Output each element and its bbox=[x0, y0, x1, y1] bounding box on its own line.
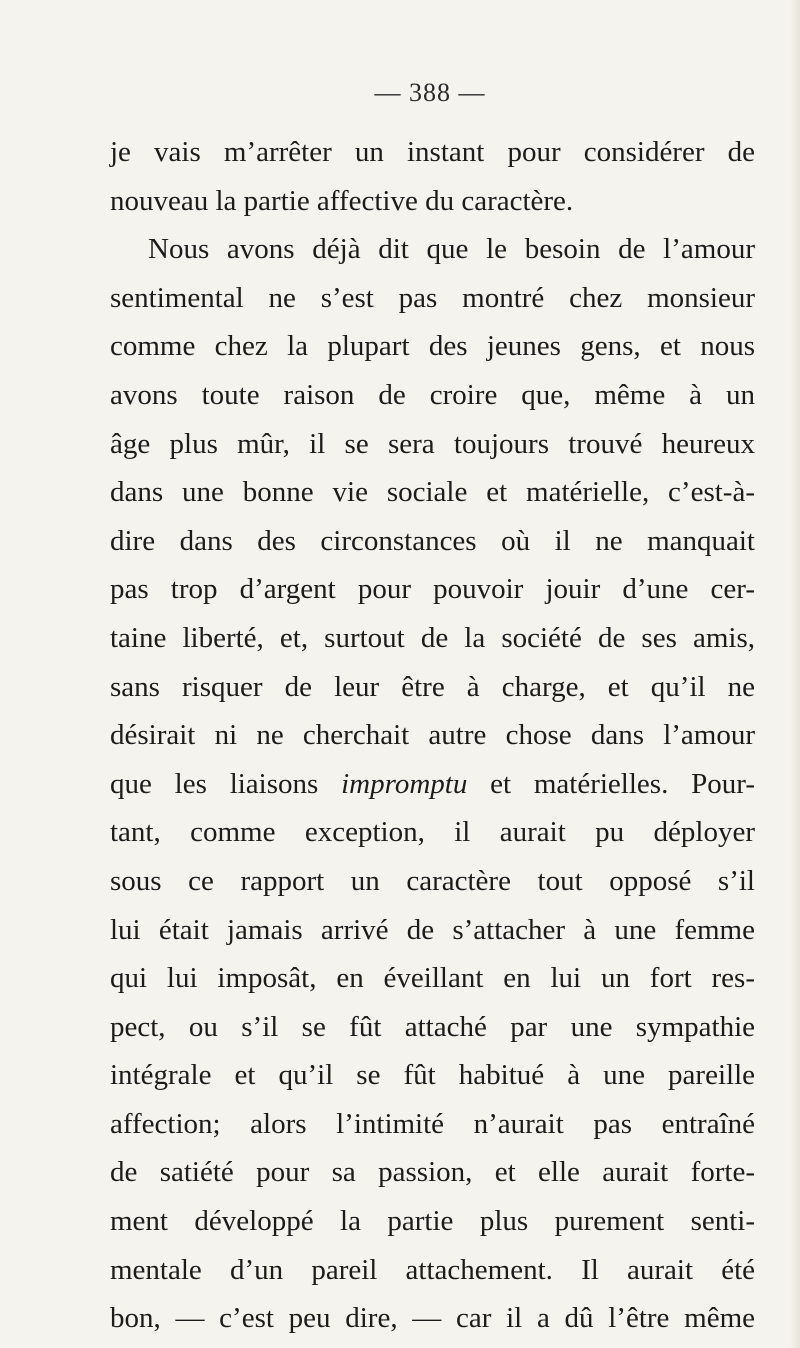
text-line: affection; alors l’intimité n’aurait pas entraîné bbox=[110, 1107, 755, 1140]
text-line: désirait ni ne cherchait autre chose dans l’amour bbox=[110, 719, 755, 752]
text-line: pect, ou s’il se fût attaché par une sympathie bbox=[110, 1010, 755, 1043]
body-text bbox=[110, 128, 755, 1343]
text-line: avons toute raison de croire que, même à un bbox=[110, 378, 755, 411]
text-line-with-italic bbox=[110, 760, 755, 809]
text-line: taine liberté, et, surtout de la société de ses amis, bbox=[110, 621, 755, 654]
text-line: sous ce rapport un caractère tout opposé s’il bbox=[110, 864, 755, 897]
text-segment: et matérielles. Pour- bbox=[467, 767, 755, 800]
text-line: je vais m’arrêter un instant pour considérer de bbox=[110, 136, 755, 168]
text-line: pas trop d’argent pour pouvoir jouir d’une cer- bbox=[110, 573, 755, 606]
page-edge-shadow bbox=[790, 0, 800, 1348]
text-line: de satiété pour sa passion, et elle aurait forte- bbox=[110, 1156, 755, 1189]
text-line: dire dans des circonstances où il ne manquait bbox=[110, 524, 755, 557]
text-line: âge plus mûr, il se sera toujours trouvé heureux bbox=[110, 427, 755, 460]
text-line: bon, — c’est peu dire, — car il a dû l’être même bbox=[110, 1302, 755, 1335]
text-line: lui était jamais arrivé de s’attacher à une femme bbox=[110, 913, 755, 946]
text-line: qui lui imposât, en éveillant en lui un fort res- bbox=[110, 962, 755, 995]
italic-word: impromptu bbox=[341, 767, 468, 800]
text-line: Nous avons déjà dit que le besoin de l’amour bbox=[148, 233, 755, 266]
text-line: dans une bonne vie sociale et matérielle, c’est-à- bbox=[110, 476, 755, 509]
text-line: mentale d’un pareil attachement. Il aurait été bbox=[110, 1253, 755, 1286]
text-line: sentimental ne s’est pas montré chez monsieur bbox=[110, 281, 755, 314]
page-number: — 388 — bbox=[374, 78, 486, 107]
text-segment: que les liaisons bbox=[110, 767, 342, 800]
text-line: ment développé la partie plus purement senti- bbox=[110, 1205, 755, 1238]
text-line: intégrale et qu’il se fût habitué à une pareille bbox=[110, 1059, 755, 1092]
text-line: comme chez la plupart des jeunes gens, et nous bbox=[110, 330, 755, 363]
text-line: sans risquer de leur être à charge, et qu’il ne bbox=[110, 670, 755, 703]
text-line: tant, comme exception, il aurait pu déployer bbox=[110, 816, 755, 849]
text-line: nouveau la partie affective du caractère. bbox=[110, 184, 574, 217]
